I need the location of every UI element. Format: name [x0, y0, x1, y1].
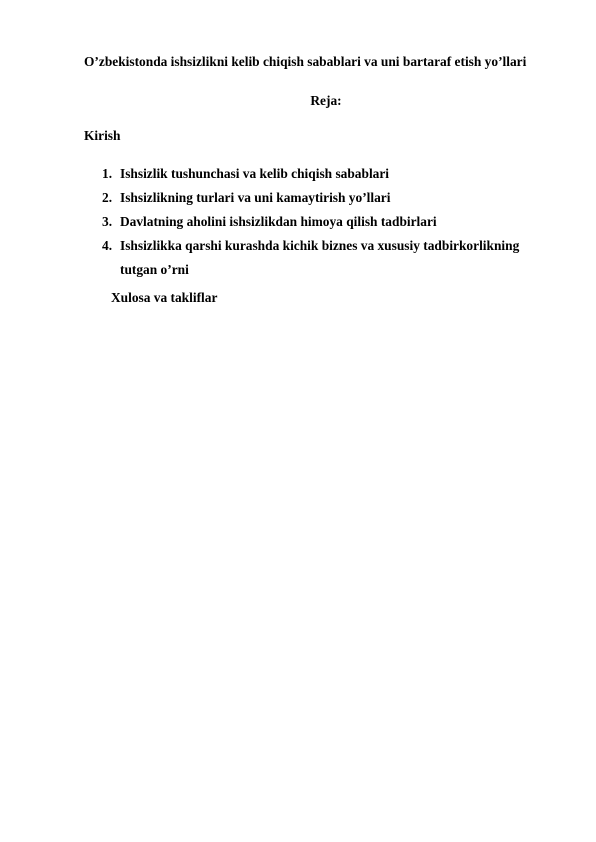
- plan-heading: Reja:: [310, 93, 342, 108]
- plan-list: [102, 162, 542, 282]
- list-item: [102, 162, 542, 186]
- list-item-number: 1.: [102, 166, 113, 181]
- list-item-number: 4.: [102, 238, 113, 253]
- list-item-text: Ishsizlik tushunchasi va kelib chiqish sabablari: [120, 166, 390, 181]
- list-item-text: Davlatning aholini ishsizlikdan himoya qilish tadbirlari: [120, 214, 437, 229]
- intro-heading: Kirish: [84, 128, 121, 143]
- list-item-text: Ishsizlikning turlari va uni kamaytirish yo’llari: [120, 190, 391, 205]
- document-title: O’zbekistonda ishsizlikni kelib chiqish sabablari va uni bartaraf etish yo’llari: [84, 54, 527, 69]
- list-item: [102, 234, 542, 282]
- list-item-text: Ishsizlikka qarshi kurashda kichik biznes va xususiy tadbirkorlikning tutgan o’rni: [120, 238, 520, 277]
- list-item: [102, 210, 542, 234]
- list-item-number: 3.: [102, 214, 113, 229]
- conclusion-heading: Xulosa va takliflar: [111, 290, 218, 305]
- list-item: [102, 186, 542, 210]
- list-item-number: 2.: [102, 190, 113, 205]
